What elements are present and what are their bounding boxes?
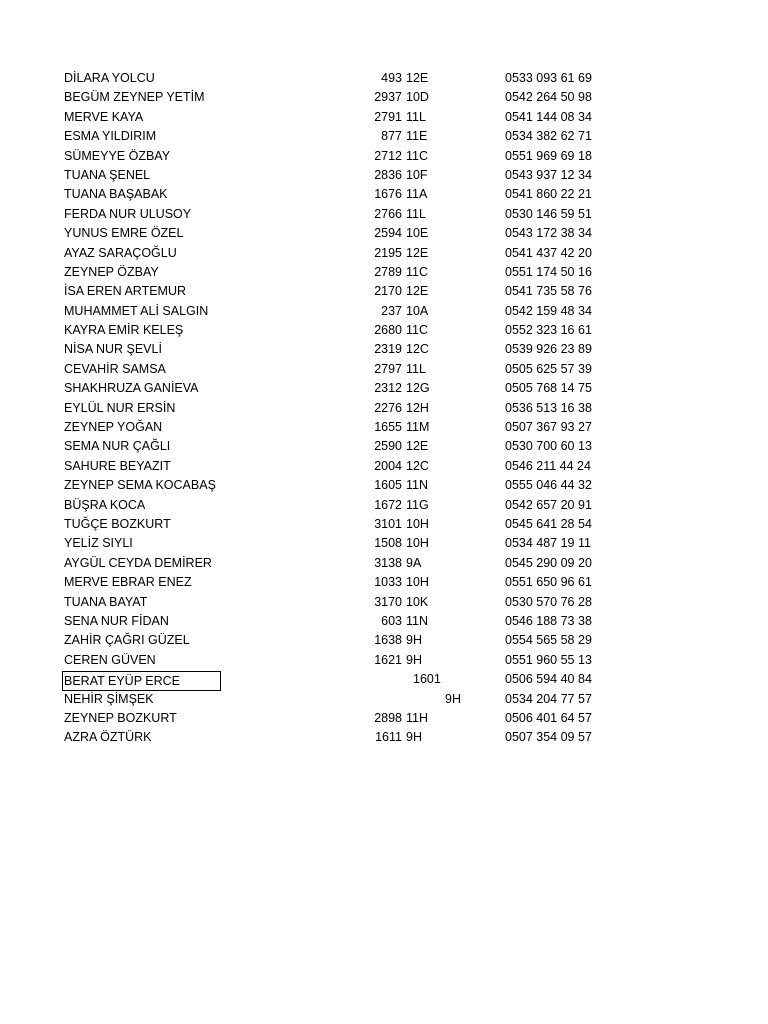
cell-phone[interactable]: 0505 768 14 75 <box>505 381 592 396</box>
table-row <box>62 321 622 340</box>
cell-phone[interactable]: 0507 354 09 57 <box>505 730 592 745</box>
cell-class[interactable]: 10K <box>406 594 429 609</box>
cell-number[interactable]: 2195 <box>374 245 402 260</box>
table-row <box>62 690 622 709</box>
table-row <box>62 709 622 728</box>
cell-phone[interactable]: 0536 513 16 38 <box>505 400 592 415</box>
cell-phone[interactable]: 0541 437 42 20 <box>505 245 592 260</box>
cell-phone[interactable]: 0542 159 48 34 <box>505 303 592 318</box>
cell-class[interactable] <box>406 670 468 689</box>
cell-phone[interactable]: 0541 144 08 34 <box>505 109 592 124</box>
cell-class[interactable]: 10A <box>406 303 429 318</box>
cell-name[interactable]: EYLÜL NUR ERSİN <box>64 400 176 415</box>
cell-phone[interactable]: 0551 969 69 18 <box>505 148 592 163</box>
cell-number[interactable]: 2797 <box>374 361 402 376</box>
cell-name[interactable]: TUANA BAYAT <box>64 594 148 609</box>
cell-phone[interactable]: 0546 188 73 38 <box>505 613 592 628</box>
cell-class[interactable]: 12E <box>406 439 429 454</box>
cell-name[interactable]: SEMA NUR ÇAĞLI <box>64 439 171 454</box>
table-row <box>62 108 622 127</box>
cell-phone[interactable]: 0505 625 57 39 <box>505 361 592 376</box>
cell-name[interactable]: CEVAHİR SAMSA <box>64 361 166 376</box>
cell-number[interactable]: 2590 <box>374 439 402 454</box>
cell-number[interactable]: 1033 <box>374 575 402 590</box>
table-row <box>62 224 622 243</box>
cell-name[interactable]: AZRA ÖZTÜRK <box>64 730 152 745</box>
cell-class[interactable]: 11A <box>406 187 428 202</box>
table-row <box>62 554 622 573</box>
cell-class[interactable]: 12E <box>406 245 429 260</box>
table-row <box>62 127 622 146</box>
cell-number[interactable]: 3170 <box>374 594 402 609</box>
cell-phone[interactable]: 0554 565 58 29 <box>505 633 592 648</box>
cell-class[interactable]: 12E <box>406 71 429 85</box>
cell-class[interactable]: 12G <box>406 381 430 396</box>
cell-class[interactable]: 10D <box>406 90 429 105</box>
cell-name[interactable]: YUNUS EMRE ÖZEL <box>64 226 184 241</box>
cell-class[interactable]: 11L <box>406 109 426 124</box>
cell-number[interactable]: 2766 <box>374 206 402 221</box>
cell-class[interactable]: 9H <box>445 691 461 706</box>
table-row <box>62 593 622 612</box>
cell-phone[interactable]: 0530 146 59 51 <box>505 206 592 221</box>
cell-number[interactable]: 1655 <box>374 420 402 435</box>
table-row <box>62 418 622 437</box>
table-row <box>62 534 622 553</box>
cell-class[interactable]: 12E <box>406 284 429 299</box>
cell-name[interactable]: ZAHİR ÇAĞRI GÜZEL <box>64 633 190 648</box>
cell-number[interactable]: 2898 <box>374 710 402 725</box>
cell-class[interactable]: 11C <box>406 264 429 279</box>
cell-class[interactable]: 10E <box>406 226 429 241</box>
table-row <box>62 166 622 185</box>
table-row <box>62 728 622 747</box>
table-row <box>62 185 622 204</box>
cell-class[interactable]: 10F <box>406 167 428 182</box>
cell-number[interactable]: 2004 <box>374 458 402 473</box>
cell-number[interactable]: 2594 <box>374 226 402 241</box>
cell-name[interactable]: SÜMEYYE ÖZBAY <box>64 148 171 163</box>
table-row <box>62 360 622 379</box>
cell-class[interactable]: 10H <box>406 516 429 531</box>
cell-name[interactable]: CEREN GÜVEN <box>64 652 156 667</box>
cell-name[interactable]: BÜŞRA KOCA <box>64 497 146 512</box>
cell-name[interactable]: TUANA BAŞABAK <box>64 187 168 202</box>
cell-phone[interactable]: 0534 204 77 57 <box>505 691 592 706</box>
cell-number[interactable]: 3138 <box>374 555 402 570</box>
cell-name[interactable]: FERDA NUR ULUSOY <box>64 206 192 221</box>
cell-number[interactable]: 2312 <box>374 381 402 396</box>
cell-phone[interactable]: 0545 290 09 20 <box>505 555 592 570</box>
table-row <box>62 379 622 398</box>
cell-name[interactable]: MUHAMMET ALİ SALGIN <box>64 303 209 318</box>
cell-number[interactable]: 603 <box>381 613 402 628</box>
table-row <box>62 340 622 359</box>
table-row <box>62 302 622 321</box>
cell-class[interactable]: 9H <box>406 730 422 745</box>
cell-number[interactable]: 2791 <box>374 109 402 124</box>
cell-name[interactable]: AYGÜL CEYDA DEMİRER <box>64 555 212 570</box>
cell-number[interactable]: 1638 <box>374 633 402 648</box>
cell-phone[interactable]: 0551 960 55 13 <box>505 652 592 667</box>
cell-number[interactable]: 1611 <box>375 730 402 745</box>
table-row <box>62 88 622 107</box>
cell-number[interactable]: 2789 <box>374 264 402 279</box>
cell-name[interactable]: AYAZ SARAÇOĞLU <box>64 245 177 260</box>
table-row <box>62 670 622 689</box>
cell-number[interactable]: 1672 <box>374 497 402 512</box>
cell-number[interactable]: 1605 <box>374 478 402 493</box>
cell-number[interactable]: 3101 <box>374 516 402 531</box>
cell-phone[interactable]: 0530 700 60 13 <box>505 439 592 454</box>
cell-name[interactable]: ZEYNEP ÖZBAY <box>64 264 159 279</box>
cell-name[interactable]: ESMA YILDIRIM <box>64 129 157 144</box>
cell-number[interactable]: 2680 <box>374 323 402 338</box>
table-row <box>62 651 622 670</box>
table-row <box>62 244 622 263</box>
cell-class[interactable]: 10H <box>406 575 429 590</box>
cell-phone[interactable]: 0546 211 44 24 <box>505 458 591 473</box>
table-row <box>62 205 622 224</box>
cell-class[interactable]: 12H <box>406 400 429 415</box>
cell-name[interactable]: MERVE KAYA <box>64 109 144 124</box>
table-row <box>62 457 622 476</box>
cell-name[interactable]: NEHİR ŞİMŞEK <box>64 691 154 706</box>
cell-phone[interactable]: 0541 735 58 76 <box>505 284 592 299</box>
cell-name[interactable]: YELİZ SIYLI <box>64 536 133 551</box>
cell-name[interactable]: TUANA ŞENEL <box>64 167 151 182</box>
cell-name[interactable]: İSA EREN ARTEMUR <box>64 284 187 299</box>
cell-phone[interactable]: 0542 264 50 98 <box>505 90 592 105</box>
cell-name[interactable]: MERVE EBRAR ENEZ <box>64 575 192 590</box>
cell-phone[interactable]: 0543 172 38 34 <box>505 226 592 241</box>
table-row <box>62 476 622 495</box>
cell-name[interactable]: KAYRA EMİR KELEŞ <box>64 323 184 338</box>
cell-class[interactable]: 11H <box>406 710 429 725</box>
cell-phone[interactable]: 0507 367 93 27 <box>505 420 592 435</box>
cell-number[interactable]: 2712 <box>374 148 402 163</box>
cell-name[interactable]: TUĞÇE BOZKURT <box>64 516 171 531</box>
cell-class[interactable]: 9A <box>406 555 422 570</box>
cell-number[interactable]: 877 <box>381 129 402 144</box>
cell-name[interactable]: SHAKHRUZA GANİEVA <box>64 381 199 396</box>
table-row <box>62 573 622 592</box>
cell-class[interactable]: 9H <box>406 633 422 648</box>
cell-phone[interactable]: 0545 641 28 54 <box>505 516 592 531</box>
cell-name[interactable]: SENA NUR FİDAN <box>64 613 169 628</box>
cell-class[interactable]: 11L <box>406 361 426 376</box>
table-row <box>62 69 622 88</box>
cell-phone[interactable]: 0555 046 44 32 <box>505 478 592 493</box>
cell-phone[interactable]: 0533 093 61 69 <box>505 71 592 85</box>
cell-class[interactable]: 11C <box>406 323 429 338</box>
cell-name[interactable]: ZEYNEP BOZKURT <box>64 710 177 725</box>
table-row <box>62 147 622 166</box>
cell-name[interactable]: ZEYNEP YOĞAN <box>64 420 163 435</box>
table-row <box>62 263 622 282</box>
cell-phone[interactable]: 0551 174 50 16 <box>505 264 592 279</box>
cell-number[interactable]: 237 <box>381 303 402 318</box>
cell-name[interactable]: ZEYNEP SEMA KOCABAŞ <box>64 478 216 493</box>
table-row <box>62 612 622 631</box>
cell-number[interactable]: 2937 <box>374 90 402 105</box>
cell-number[interactable]: 2276 <box>374 400 402 415</box>
cell-class[interactable]: 10H <box>406 536 429 551</box>
cell-phone[interactable]: 0534 487 19 11 <box>505 536 591 551</box>
cell-class[interactable]: 11L <box>406 206 426 221</box>
cell-name[interactable]: SAHURE BEYAZIT <box>64 458 171 473</box>
cell-class[interactable]: 11N <box>406 478 429 493</box>
selected-cell-name[interactable]: BERAT EYÜP ERCE <box>62 671 221 691</box>
cell-number[interactable]: 2836 <box>374 167 402 182</box>
cell-phone[interactable]: 0506 594 40 84 <box>505 672 592 687</box>
cell-number[interactable]: 1601 <box>413 672 441 687</box>
cell-number[interactable]: 2170 <box>374 284 402 299</box>
cell-name[interactable]: DİLARA YOLCU <box>64 71 155 85</box>
cell-phone[interactable]: 0539 926 23 89 <box>505 342 592 357</box>
cell-number[interactable]: 493 <box>381 71 402 85</box>
cell-name[interactable]: BEGÜM ZEYNEP YETİM <box>64 90 205 105</box>
cell-class[interactable]: 12C <box>406 342 429 357</box>
cell-phone[interactable]: 0552 323 16 61 <box>505 323 592 338</box>
cell-name[interactable]: NİSA NUR ŞEVLİ <box>64 342 162 357</box>
cell-phone[interactable]: 0534 382 62 71 <box>505 129 592 144</box>
cell-class[interactable]: 11M <box>406 420 430 435</box>
table-row <box>62 631 622 650</box>
table-row <box>62 515 622 534</box>
table-row <box>62 282 622 301</box>
cell-class[interactable]: 9H <box>406 652 422 667</box>
cell-number[interactable]: 1676 <box>374 187 402 202</box>
cell-phone[interactable]: 0541 860 22 21 <box>505 187 592 202</box>
cell-phone[interactable]: 0551 650 96 61 <box>505 575 592 590</box>
cell-class[interactable]: 12C <box>406 458 429 473</box>
cell-class[interactable]: 11E <box>406 129 428 144</box>
cell-number[interactable]: 1508 <box>374 536 402 551</box>
cell-class[interactable]: 11C <box>406 148 429 163</box>
spreadsheet-page <box>62 69 622 748</box>
cell-phone[interactable]: 0542 657 20 91 <box>505 497 592 512</box>
cell-number[interactable] <box>362 690 402 709</box>
table-row <box>62 496 622 515</box>
cell-phone[interactable]: 0543 937 12 34 <box>505 167 592 182</box>
cell-number[interactable]: 1621 <box>374 652 402 667</box>
cell-class[interactable]: 11G <box>406 497 429 512</box>
cell-phone[interactable]: 0506 401 64 57 <box>505 710 592 725</box>
cell-phone[interactable]: 0530 570 76 28 <box>505 594 592 609</box>
table-row <box>62 399 622 418</box>
cell-number[interactable]: 2319 <box>374 342 402 357</box>
cell-class[interactable]: 11N <box>406 613 429 628</box>
table-row <box>62 437 622 456</box>
